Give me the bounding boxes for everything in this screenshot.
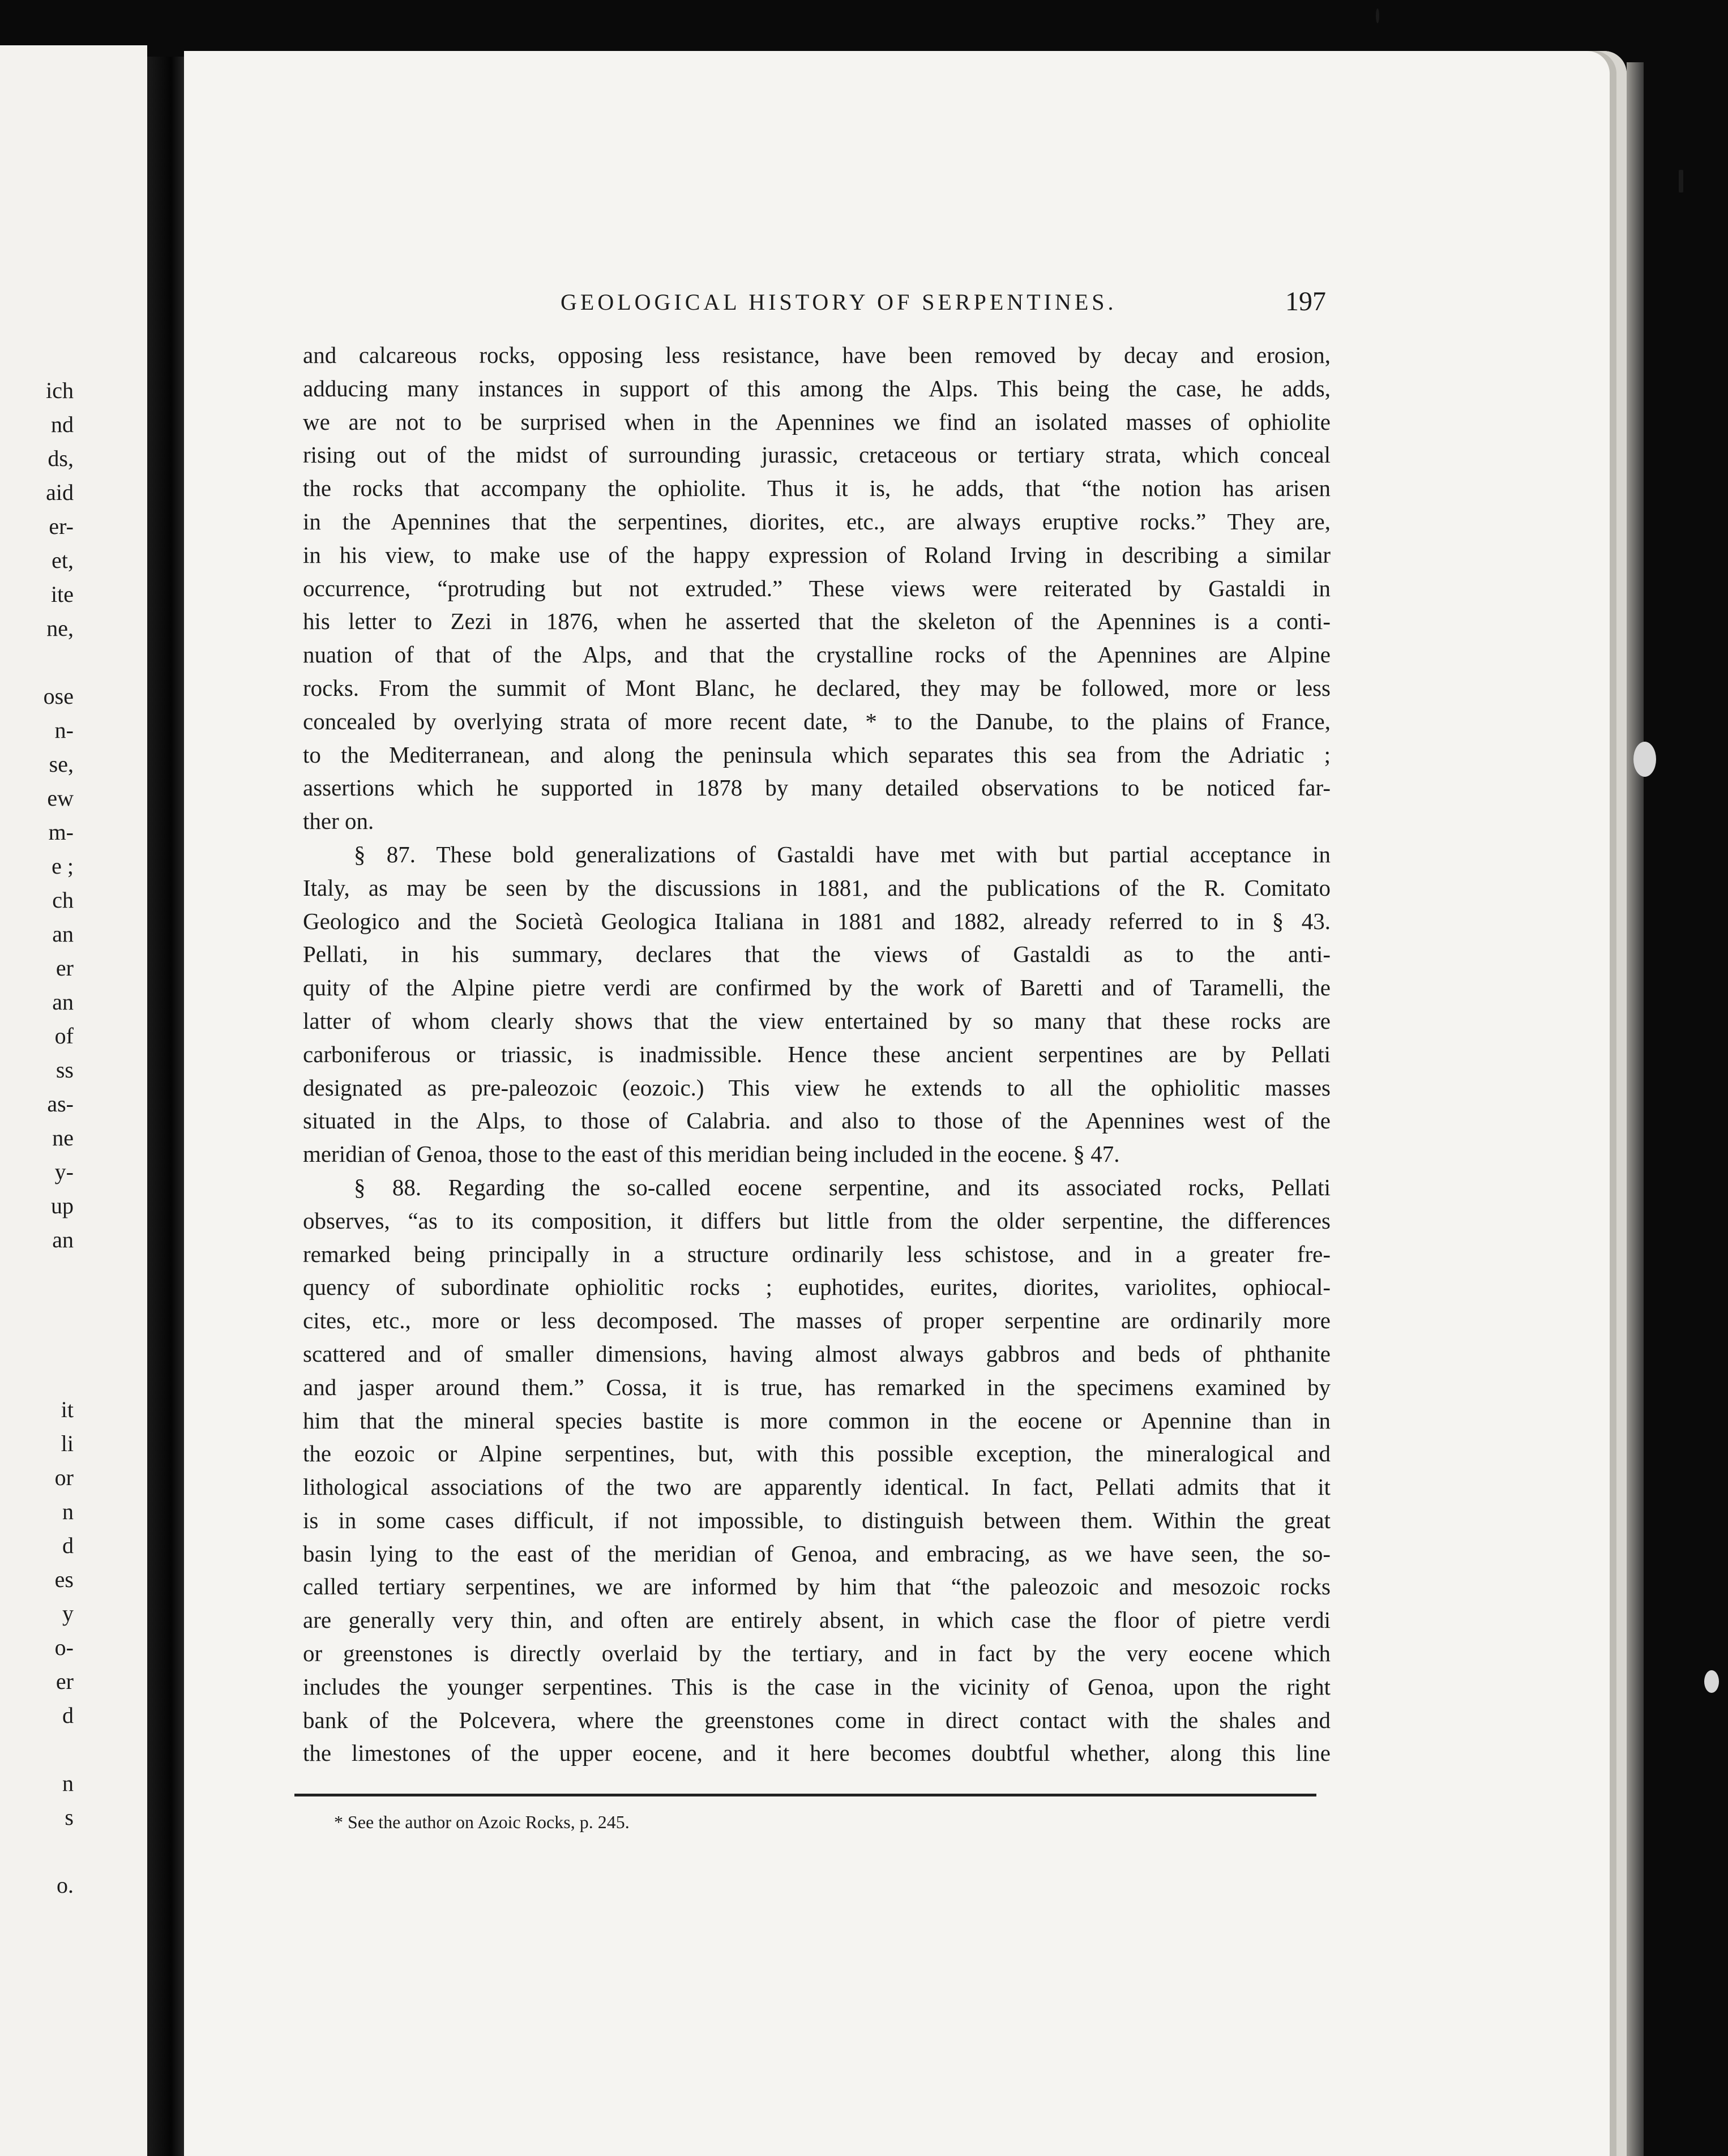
text-line: designated as pre-paleozoic (eozoic.) This view he extends to all the ophiolitic masses [303, 1074, 1331, 1101]
footnote-rule [294, 1794, 1316, 1796]
text-line: includes the younger serpentines. This is the case in the vicinity of Genoa, upon the right [303, 1673, 1331, 1700]
text-line: Geologico and the Società Geologica Italiana in 1881 and 1882, already referred to in § 43. [303, 908, 1331, 934]
previous-page-fragment [0, 645, 74, 679]
previous-page-fragment [0, 1257, 74, 1291]
previous-page-fragment: er- [49, 514, 74, 539]
scan-speck [1679, 170, 1683, 192]
text-line: bank of the Polcevera, where the greenstones come in direct contact with the shales and [303, 1706, 1331, 1733]
previous-page-fragment: es [54, 1567, 74, 1592]
text-line: we are not to be surprised when in the Apennines we find an isolated masses of ophiolite [303, 408, 1331, 435]
text-line: called tertiary serpentines, we are informed by him that “the paleozoic and mesozoic rocks [303, 1573, 1331, 1600]
previous-page-fragment: ose [43, 683, 74, 709]
page-number: 197 [1285, 286, 1326, 316]
previous-page-fragment: er [55, 1669, 74, 1694]
text-line: § 88. Regarding the so-called eocene serpentine, and its associated rocks, Pellati [354, 1174, 1331, 1200]
previous-page-fragment: ne [52, 1125, 74, 1150]
previous-page-fragment: li [61, 1431, 74, 1456]
previous-page-fragment: er [55, 955, 74, 981]
text-line: to the Mediterranean, and along the peninsula which separates this sea from the Adriatic ; [303, 741, 1331, 768]
text-line: § 87. These bold generalizations of Gastaldi have met with but partial acceptance in [354, 841, 1331, 867]
previous-page-fragment: n [62, 1499, 74, 1524]
body-text [303, 339, 1331, 1770]
text-line: his letter to Zezi in 1876, when he asserted that the skeleton of the Apennines is a conti- [303, 608, 1331, 635]
text-line: concealed by overlying strata of more recent date, * to the Danube, to the plains of France, [303, 708, 1331, 734]
book-binding-gutter [147, 57, 187, 2156]
page-edge-shadow [1627, 62, 1644, 2156]
previous-page [0, 45, 147, 2156]
text-line: and jasper around them.” Cossa, it is true, has remarked in the specimens examined by [303, 1374, 1331, 1400]
previous-page-fragment [0, 1834, 74, 1868]
previous-page-fragment: up [51, 1193, 74, 1218]
text-line: lithological associations of the two are apparently identical. In fact, Pellati admits that it [303, 1474, 1331, 1500]
text-line: quency of subordinate ophiolitic rocks ; euphotides, eurites, diorites, variolites, ophiocal- [303, 1274, 1331, 1301]
scan-speck [1376, 8, 1379, 23]
previous-page-fragment: an [52, 1227, 74, 1252]
previous-page-fragment: ite [51, 581, 74, 607]
text-line: in his view, to make use of the happy expression of Roland Irving in describing a similar [303, 541, 1331, 568]
text-line: adducing many instances in support of this among the Alps. This being the case, he adds, [303, 375, 1331, 401]
text-line: and calcareous rocks, opposing less resistance, have been removed by decay and erosion, [303, 342, 1331, 368]
previous-page-fragment: o. [57, 1872, 74, 1898]
text-line: basin lying to the east of the meridian of Genoa, and embracing, as we have seen, the so- [303, 1540, 1331, 1567]
previous-page-fragment: or [54, 1465, 74, 1490]
previous-page-fragment: o- [54, 1635, 74, 1660]
text-line: nuation of that of the Alps, and that the crystalline rocks of the Apennines are Alpine [303, 641, 1331, 668]
previous-page-fragment: of [54, 1023, 74, 1049]
text-line: cites, etc., more or less decomposed. The masses of proper serpentine are ordinarily more [303, 1307, 1331, 1334]
text-line: remarked being principally in a structure ordinarily less schistose, and in a greater fre- [303, 1240, 1331, 1267]
previous-page-text-fragments [0, 374, 74, 1902]
text-line: is in some cases difficult, if not impossible, to distinguish between them. Within the great [303, 1507, 1331, 1533]
previous-page-fragment: aid [46, 480, 74, 505]
previous-page-fragment: ne, [46, 615, 74, 641]
previous-page-fragment: e ; [52, 853, 74, 879]
previous-page-fragment [0, 1732, 74, 1766]
previous-page-fragment: ds, [48, 446, 74, 471]
previous-page-fragment: an [52, 921, 74, 947]
text-line: scattered and of smaller dimensions, having almost always gabbros and beds of phthanite [303, 1340, 1331, 1367]
previous-page-fragment: y- [54, 1159, 74, 1184]
previous-page-fragment [0, 1359, 74, 1393]
previous-page-fragment: nd [51, 412, 74, 437]
previous-page-fragment: ew [47, 785, 74, 811]
previous-page-fragment: se, [49, 751, 74, 777]
previous-page-fragment [0, 1291, 74, 1325]
text-line: the limestones of the upper eocene, and it here becomes doubtful whether, along this line [303, 1740, 1331, 1766]
text-line: carboniferous or triassic, is inadmissible. Hence these ancient serpentines are by Pellati [303, 1041, 1331, 1067]
text-line: meridian of Genoa, those to the east of this meridian being included in the eocene. § 47. [303, 1141, 1120, 1167]
previous-page-fragment: an [52, 989, 74, 1015]
text-line: in the Apennines that the serpentines, diorites, etc., are always eruptive rocks.” They are, [303, 508, 1331, 534]
text-line: the rocks that accompany the ophiolite. Thus it is, he adds, that “the notion has arisen [303, 475, 1331, 502]
text-line: situated in the Alps, to those of Calabria. and also to those of the Apennines west of the [303, 1107, 1331, 1134]
text-line: rising out of the midst of surrounding jurassic, cretaceous or tertiary strata, which conceal [303, 442, 1331, 468]
previous-page-fragment: y [62, 1601, 74, 1626]
footnote: * See the author on Azoic Rocks, p. 245. [334, 1812, 630, 1832]
previous-page-fragment: et, [52, 547, 74, 573]
text-line: rocks. From the summit of Mont Blanc, he declared, they may be followed, more or less [303, 674, 1331, 701]
previous-page-fragment: it [61, 1397, 74, 1422]
text-line: Pellati, in his summary, declares that the views of Gastaldi as to the anti- [303, 941, 1331, 968]
previous-page-fragment: n- [54, 717, 74, 743]
text-line: observes, “as to its composition, it differs but little from the older serpentine, the differences [303, 1207, 1331, 1234]
text-line: Italy, as may be seen by the discussions in 1881, and the publications of the R. Comitato [303, 874, 1331, 901]
scan-speck [1633, 742, 1656, 777]
text-line: quity of the Alpine pietre verdi are confirmed by the work of Baretti and of Taramelli, the [303, 974, 1331, 1001]
text-line: latter of whom clearly shows that the view entertained by so many that these rocks are [303, 1007, 1331, 1034]
previous-page-fragment: ss [55, 1057, 74, 1083]
previous-page-fragment [0, 1325, 74, 1359]
previous-page-fragment: m- [48, 819, 74, 845]
text-line: ther on. [303, 808, 374, 835]
previous-page-fragment: ch [52, 887, 74, 913]
previous-page-fragment: n [62, 1770, 74, 1796]
text-line: occurrence, “protruding but not extruded.” These views were reiterated by Gastaldi in [303, 575, 1331, 601]
text-line: the eozoic or Alpine serpentines, but, with this possible exception, the mineralogical and [303, 1440, 1331, 1467]
text-line: assertions which he supported in 1878 by many detailed observations to be noticed far- [303, 775, 1331, 801]
previous-page-fragment: s [65, 1804, 74, 1830]
previous-page-fragment: d [62, 1533, 74, 1558]
text-line: him that the mineral species bastite is more common in the eocene or Apennine than in [303, 1407, 1331, 1434]
text-line: or greenstones is directly overlaid by the tertiary, and in fact by the very eocene which [303, 1640, 1331, 1667]
previous-page-fragment: d [62, 1702, 74, 1728]
running-title: GEOLOGICAL HISTORY OF SERPENTINES. [561, 289, 1117, 315]
scan-speck [1704, 1670, 1719, 1693]
previous-page-fragment: ich [46, 378, 74, 403]
text-line: are generally very thin, and often are entirely absent, in which case the floor of pietre verdi [303, 1607, 1331, 1633]
previous-page-fragment: as- [47, 1091, 74, 1116]
